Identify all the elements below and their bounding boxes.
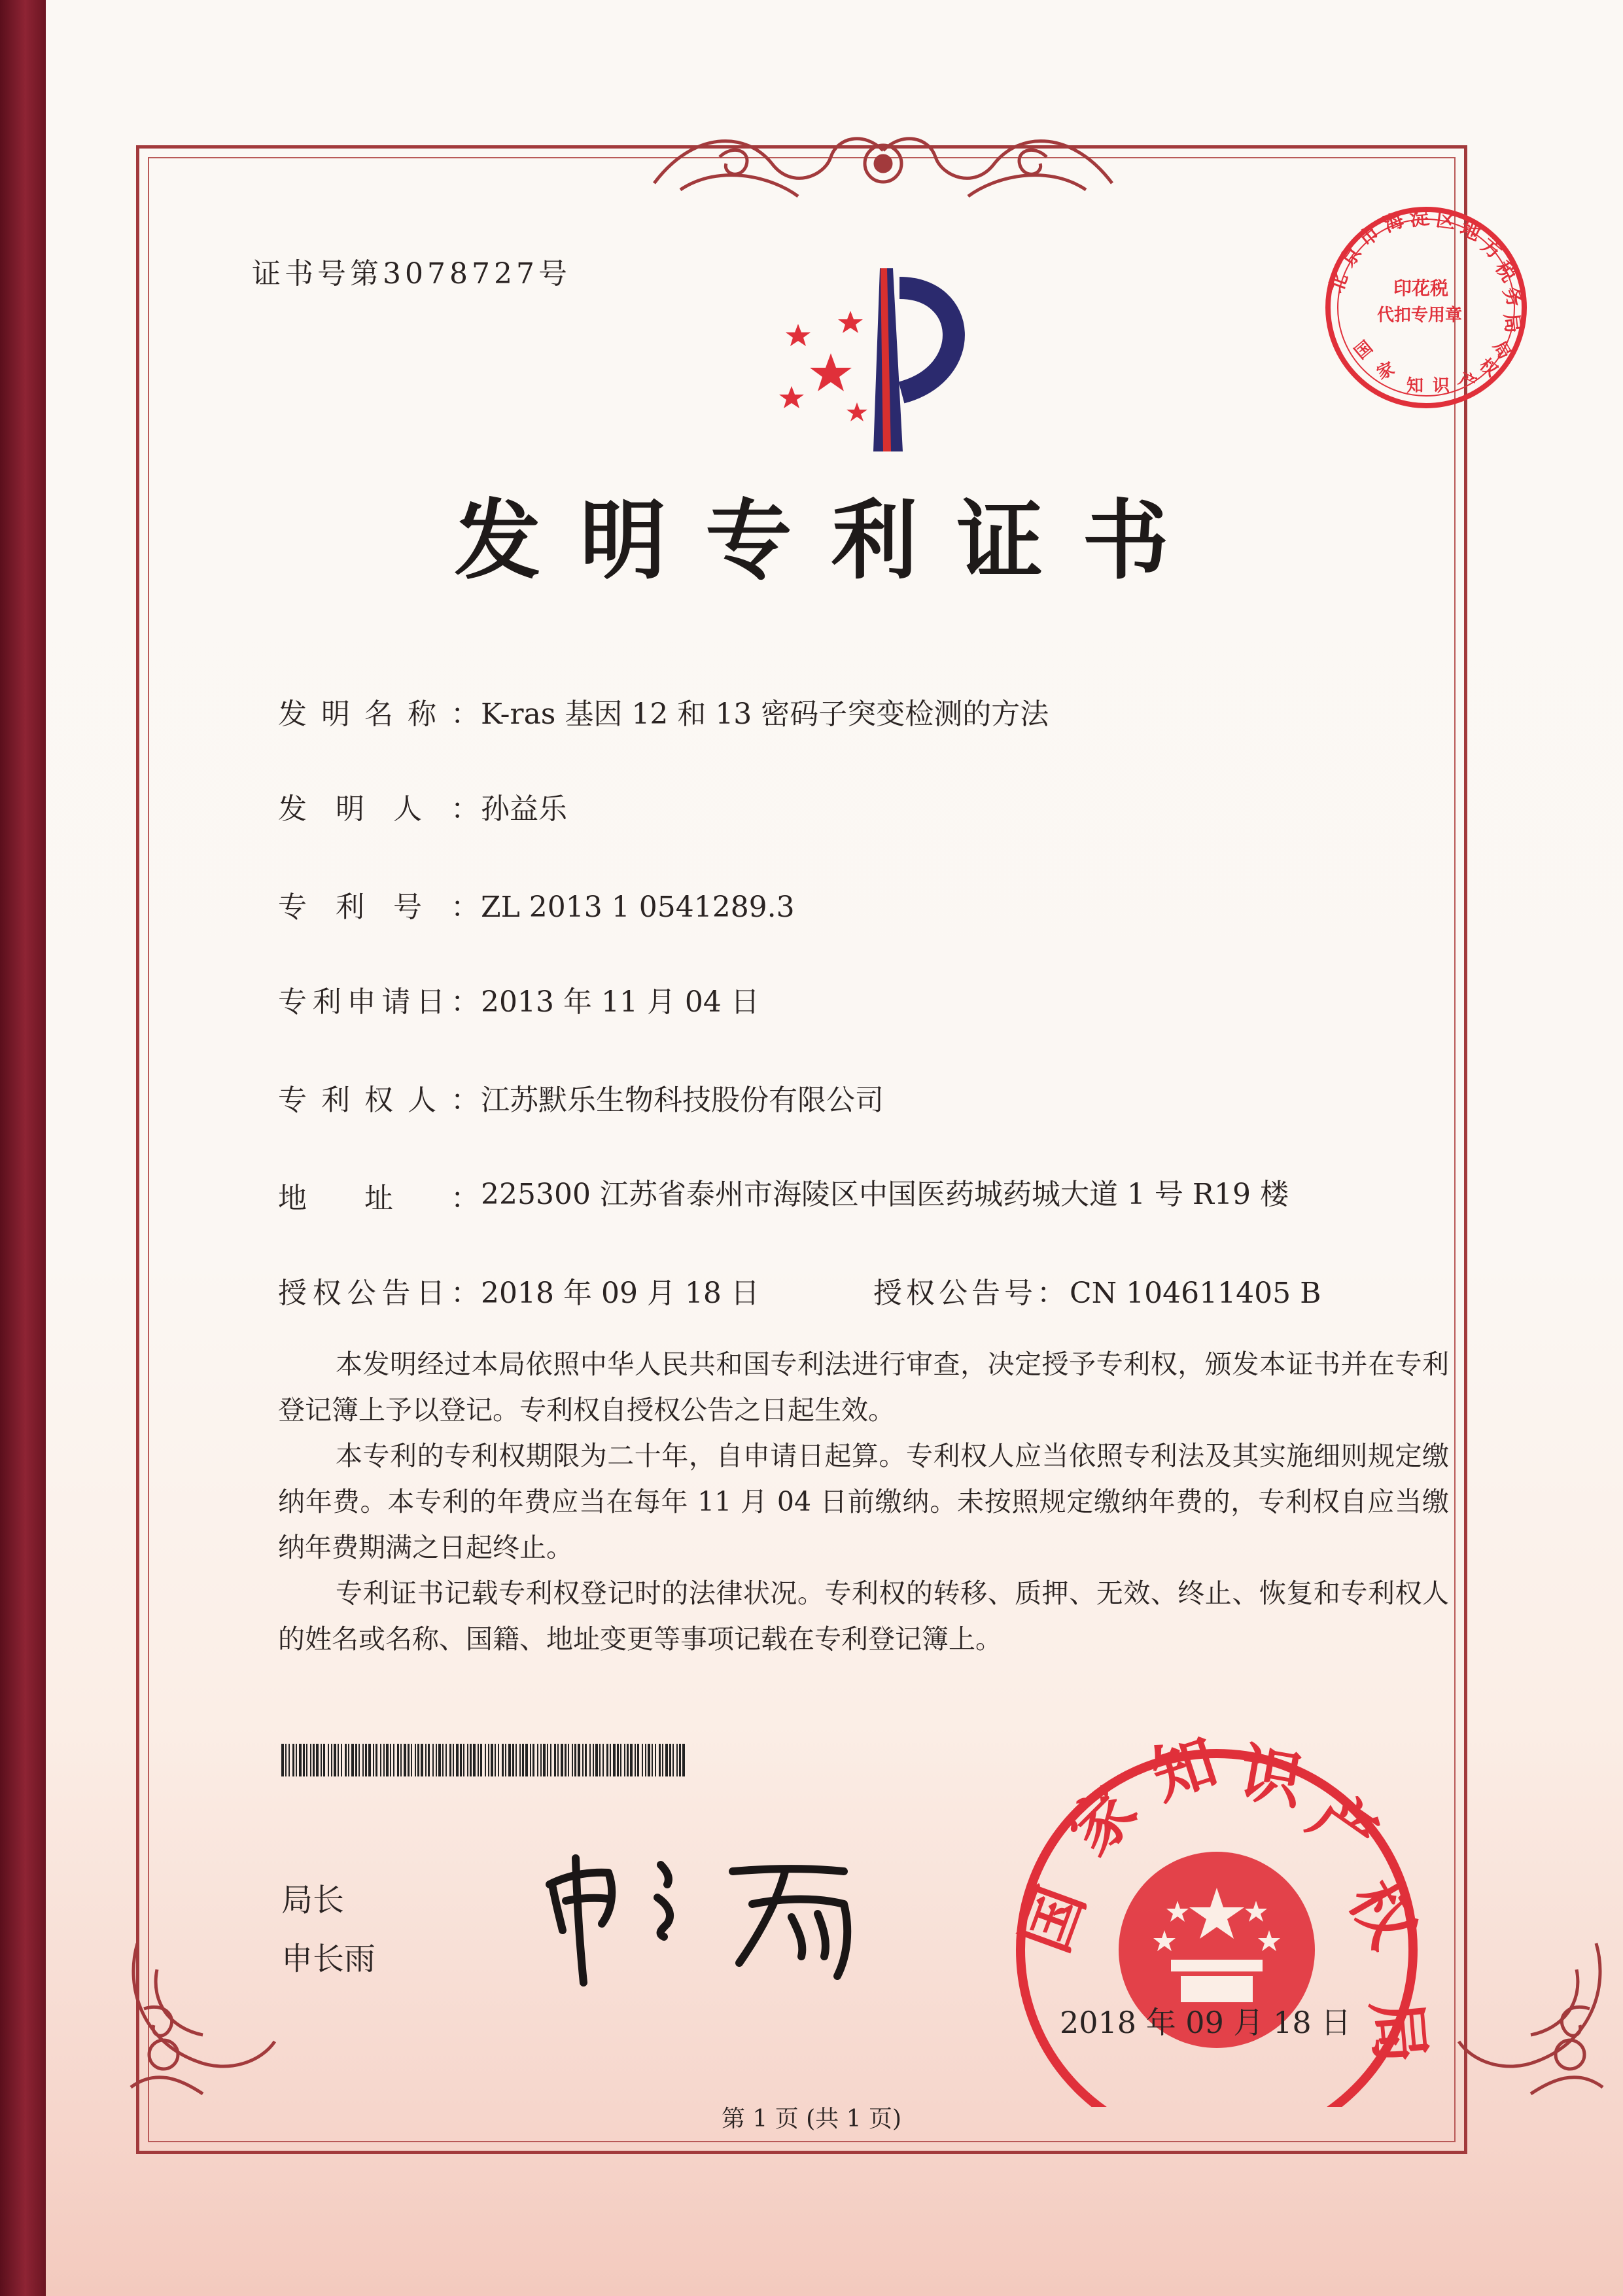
svg-text:产: 产 [1456,369,1480,395]
field-label: 授权公告日： [278,1277,481,1310]
svg-text:地: 地 [1456,217,1484,246]
certificate-number: 证书号第3078727号 [252,257,571,291]
top-ornament [641,105,1125,203]
svg-text:局: 局 [1359,1997,1438,2066]
field-value: K-ras 基因 12 和 13 密码子突变检测的方法 [481,698,1049,731]
office-seal [1007,1727,1583,2107]
field-address-value: 225300 江苏省泰州市海陵区中国医药城药城大道 1 号 R19 楼 [481,1178,1289,1211]
svg-text:北: 北 [1324,270,1353,296]
field-value: CN 104611405 B [1070,1277,1321,1310]
svg-text:淀: 淀 [1408,206,1431,231]
body-text [278,1341,1449,1662]
director-name: 申长雨 [281,1941,376,1977]
corner-ornament-left [118,1930,288,2100]
binding-spine [0,0,46,2296]
field-filing-date [278,978,759,1020]
field-value: ZL 2013 1 0541289.3 [481,891,795,924]
svg-text:京: 京 [1336,241,1367,272]
svg-text:局: 局 [1488,338,1514,363]
svg-text:识: 识 [1433,376,1450,396]
patent-office-emblem-icon [752,262,988,458]
field-label: 专利申请日： [278,985,481,1019]
svg-text:产: 产 [1296,1778,1390,1874]
field-value: 江苏默乐生物科技股份有限公司 [481,1084,884,1117]
director-title: 局长 [281,1882,345,1918]
paragraph: 本发明经过本局依照中华人民共和国专利法进行审查，决定授予专利权，颁发本证书并在专利登记簿上予以登记。专利权自授权公告之日起生效。 [278,1349,1449,1426]
certificate-title: 发明专利证书 [454,490,1208,592]
field-label: 专利权人： [278,1084,481,1117]
barcode [281,1744,687,1776]
svg-text:权: 权 [1335,1868,1430,1960]
field-patent-number [278,883,795,925]
svg-text:务: 务 [1498,283,1527,310]
field-label: 地址： [278,1182,481,1215]
svg-text:税: 税 [1490,256,1521,287]
svg-text:局: 局 [1499,312,1524,334]
field-invention-name [278,690,1049,732]
field-publication-number [873,1269,1321,1311]
svg-text:识: 识 [1234,1735,1308,1819]
field-label: 发明名称： [278,698,481,731]
svg-text:国: 国 [1351,337,1377,364]
svg-text:印花税: 印花税 [1393,277,1449,299]
field-label: 授权公告号： [873,1277,1070,1310]
field-value: 2013 年 11 月 04 日 [481,985,759,1019]
svg-text:权: 权 [1475,355,1501,381]
paragraph: 专利证书记载专利权登记时的法律状况。专利权的转移、质押、无效、终止、恢复和专利权人的姓名或名称、国籍、地址变更等事项记载在专利登记簿上。 [278,1578,1449,1655]
svg-text:家: 家 [1374,359,1398,384]
director-signature [536,1832,877,2002]
field-patentee [278,1076,884,1118]
field-address-label [278,1174,481,1216]
svg-text:市: 市 [1354,221,1385,252]
field-grant-date [278,1269,759,1311]
field-value: 孙益乐 [481,792,567,826]
svg-text:知: 知 [1406,376,1424,396]
svg-text:区: 区 [1434,208,1457,234]
tax-stamp [1315,196,1537,419]
field-inventor [278,785,567,827]
svg-text:家: 家 [1055,1773,1151,1869]
field-label: 专利号： [278,891,481,924]
svg-text:海: 海 [1380,208,1407,238]
svg-text:知: 知 [1143,1727,1226,1814]
seal-date: 2018 年 09 月 18 日 [1060,2005,1352,2040]
page-indicator: 第 1 页 (共 1 页) [721,2106,902,2132]
svg-text:国: 国 [1008,1877,1099,1962]
svg-text:代扣专用章: 代扣专用章 [1377,306,1463,325]
field-label: 发明人： [278,792,481,826]
svg-text:方: 方 [1476,234,1507,264]
field-value: 2018 年 09 月 18 日 [481,1277,759,1310]
paragraph: 本专利的专利权期限为二十年，自申请日起算。专利权人应当依照专利法及其实施细则规定缴纳年费。本专利的年费应当在每年 11 月 04 日前缴纳。未按照规定缴纳年费的，专利权自应当缴纳年费期满之日起终止。 [278,1440,1449,1563]
